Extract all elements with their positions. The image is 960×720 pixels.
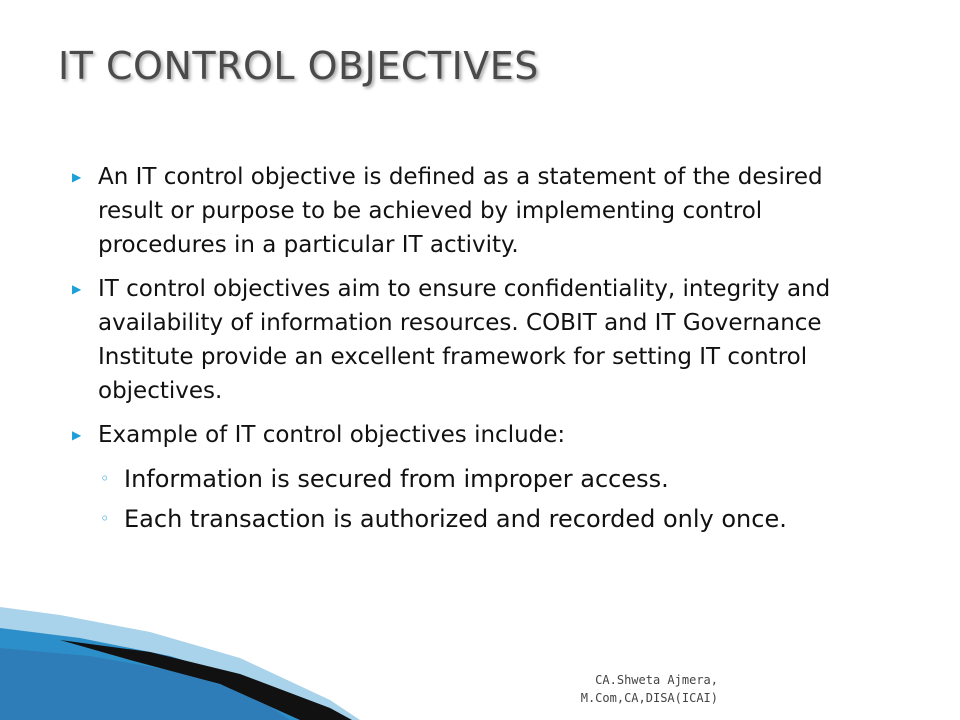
slide-title: IT CONTROL OBJECTIVES bbox=[58, 44, 539, 88]
bullet-text: IT control objectives aim to ensure confidentiality, integrity and availability of information resources. COBIT and IT Governance Institute provide an excellent framework for setting IT control objectives. bbox=[98, 276, 831, 404]
bullet-text: Example of IT control objectives include: bbox=[98, 422, 566, 448]
sub-bullet-text: Each transaction is authorized and recorded only once. bbox=[124, 505, 787, 533]
bullet-text: An IT control objective is defined as a statement of the desired result or purpose to be achieved by implementing control procedures in a particular IT activity. bbox=[98, 164, 823, 258]
footer-author bbox=[548, 671, 718, 707]
footer-line-1: CA.Shweta Ajmera, bbox=[595, 673, 718, 687]
bullet-arrow-icon: ▶ bbox=[72, 170, 82, 184]
sub-bullet-text: Information is secured from improper access. bbox=[124, 465, 669, 493]
bullet-arrow-icon: ▶ bbox=[72, 428, 82, 442]
sub-bullet-circle-icon: ◦ bbox=[100, 469, 110, 488]
sub-bullet-circle-icon: ◦ bbox=[100, 509, 110, 528]
footer-line-2: M.Com,CA,DISA(ICAI) bbox=[580, 691, 718, 705]
bullet-arrow-icon: ▶ bbox=[72, 282, 82, 296]
